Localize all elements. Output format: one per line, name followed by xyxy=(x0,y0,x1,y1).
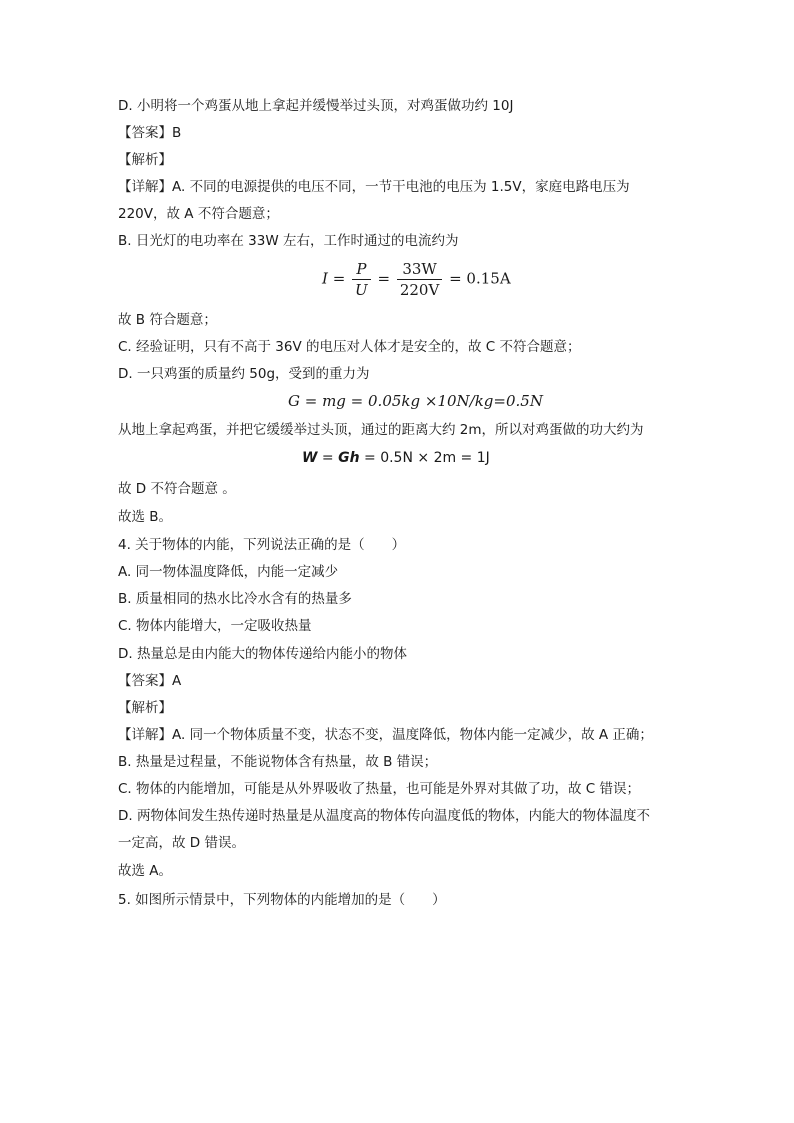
option-d-previous: D. 小明将一个鸡蛋从地上拿起并缓慢举过头顶，对鸡蛋做功约 10J xyxy=(118,98,514,114)
detail-d-conclusion: 故 D 不符合题意 。 xyxy=(118,481,236,497)
detail-4-b: B. 热量是过程量，不能说物体含有热量，故 B 错误； xyxy=(118,754,438,770)
detail-4-d: D. 两物体间发生热传递时热量是从温度高的物体传向温度低的物体，内能大的物体温度不 xyxy=(118,808,650,824)
analysis-label: 【解析】 xyxy=(118,152,172,168)
detail-4-d-cont: 一定高，故 D 错误。 xyxy=(118,835,245,851)
detail-4-c: C. 物体的内能增加，可能是从外界吸收了热量，也可能是外界对其做了功，故 C 错误； xyxy=(118,781,641,797)
gravity-equation: G = mg = 0.05kg ×10N/kg=0.5N xyxy=(288,392,543,410)
detail-d: D. 一只鸡蛋的质量约 50g，受到的重力为 xyxy=(118,366,370,382)
current-equation: I = $\frac{P}{U}$ = $\frac{33W}{220V}$ = 0.15A xyxy=(322,260,511,299)
eq-result: = 0.15A xyxy=(449,269,511,288)
question-4-option-c: C. 物体内能增大，一定吸收热量 xyxy=(118,618,312,634)
detail-b-conclusion: 故 B 符合题意； xyxy=(118,312,217,328)
question-4-option-d: D. 热量总是由内能大的物体传递给内能小的物体 xyxy=(118,646,407,662)
answer-label: 【答案】A xyxy=(118,673,182,689)
eq-lhs: I = xyxy=(322,269,346,288)
answer-label: 【答案】B xyxy=(118,125,182,141)
fraction-p-over-u: $\frac{P}{U}$ xyxy=(352,259,371,300)
work-equation: W = Gh = 0.5N × 2m = 1J xyxy=(302,450,490,466)
detail-4-a: 【详解】A. 同一个物体质量不变，状态不变，温度降低，物体内能一定减少，故 A 正确； xyxy=(118,727,653,743)
detail-b: B. 日光灯的电功率在 33W 左右，工作时通过的电流约为 xyxy=(118,233,459,249)
question-4-stem: 4. 关于物体的内能，下列说法正确的是（ ） xyxy=(118,537,406,553)
fraction-values: $\frac{33W}{220V}$ xyxy=(397,259,442,300)
detail-d-cont: 从地上拿起鸡蛋，并把它缓缓举过头顶，通过的距离大约 2m，所以对鸡蛋做的功大约为 xyxy=(118,422,644,438)
final-choice-3: 故选 B。 xyxy=(118,509,173,525)
question-4-option-b: B. 质量相同的热水比冷水含有的热量多 xyxy=(118,591,352,607)
detail-c: C. 经验证明，只有不高于 36V 的电压对人体才是安全的，故 C 不符合题意； xyxy=(118,339,581,355)
question-5-stem: 5. 如图所示情景中，下列物体的内能增加的是（ ） xyxy=(118,892,446,908)
final-choice-4: 故选 A。 xyxy=(118,863,173,879)
question-4-option-a: A. 同一物体温度降低，内能一定减少 xyxy=(118,564,339,580)
analysis-label: 【解析】 xyxy=(118,700,172,716)
detail-a-cont: 220V，故 A 不符合题意； xyxy=(118,206,279,222)
detail-a: 【详解】A. 不同的电源提供的电压不同，一节干电池的电压为 1.5V，家庭电路电压为 xyxy=(118,179,630,195)
